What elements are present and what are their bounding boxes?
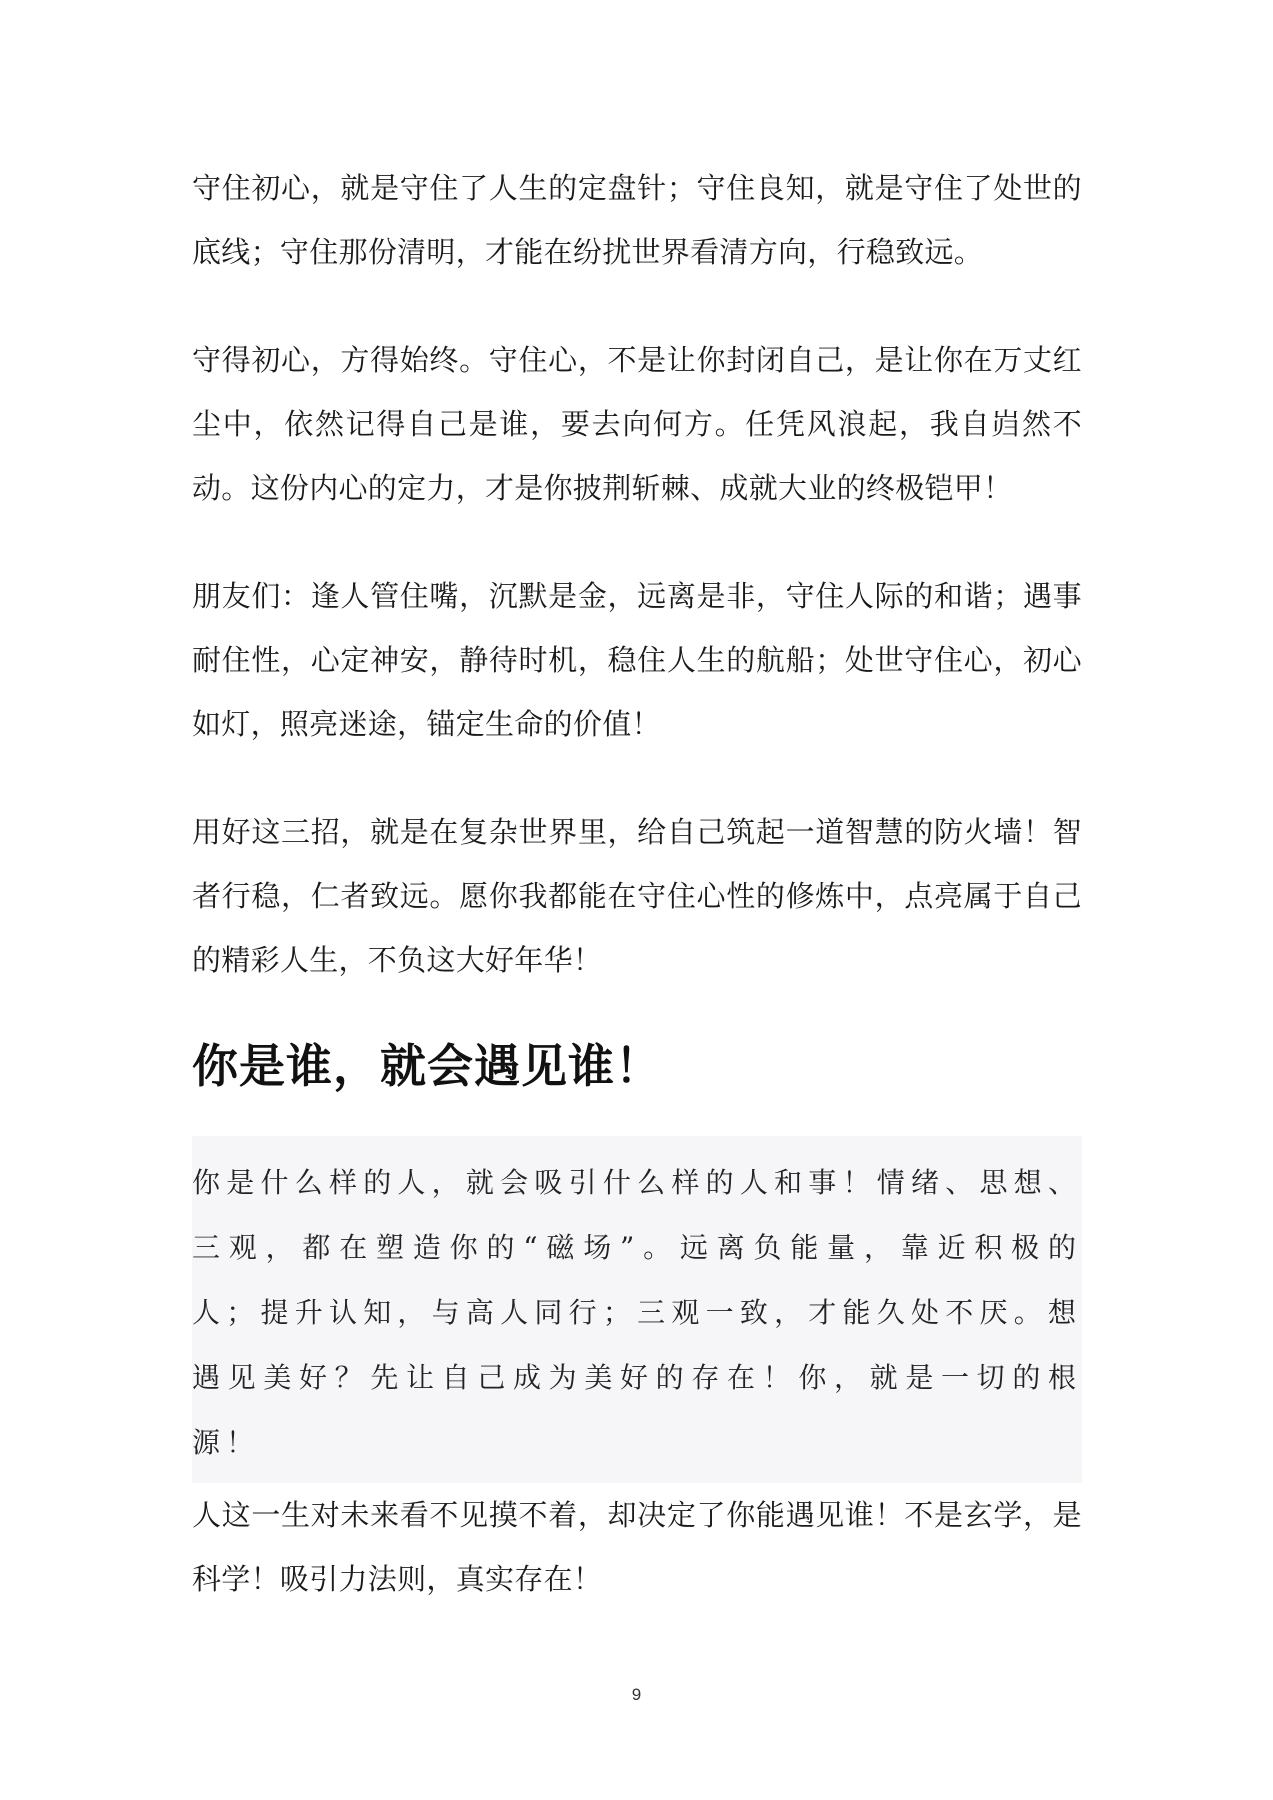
paragraph-friends-advice: 朋友们：逢人管住嘴，沉默是金，远离是非，守住人际的和谐；遇事耐住性，心定神安，静待时机，稳住人生的航船；处世守住心，初心如灯，照亮迷途，锚定生命的价值！ [192,579,1082,741]
section-heading: 你是谁，就会遇见谁！ [192,1039,662,1093]
paragraph-three-tips: 用好这三招，就是在复杂世界里，给自己筑起一道智慧的防火墙！智者行稳，仁者致远。愿你我都能在守住心性的修炼中，点亮属于自己的精彩人生，不负这大好年华！ [192,815,1082,977]
paragraph-attraction-law: 人这一生对未来看不见摸不着，却决定了你能遇见谁！不是玄学，是科学！吸引力法则，真实存在！ [192,1498,1082,1596]
page-content [192,156,1082,1655]
paragraph-keep-original-heart: 守住初心，就是守住了人生的定盘针；守住良知，就是守住了处世的底线；守住那份清明，才能在纷扰世界看清方向，行稳致远。 [192,171,1082,269]
paragraph-inner-strength: 守得初心，方得始终。守住心，不是让你封闭自己，是让你在万丈红尘中，依然记得自己是谁，要去向何方。任凭风浪起，我自岿然不动。这份内心的定力，才是你披荆斩棘、成就大业的终极铠甲！ [192,343,1082,505]
highlight-block [192,1136,1082,1483]
page-number: 9 [631,1685,642,1704]
highlight-text: 你是什么样的人，就会吸引什么样的人和事！情绪、思想、三观，都在塑造你的“磁场”。远离负能量，靠近积极的人；提升认知，与高人同行；三观一致，才能久处不厌。想遇见美好？先让自己成为美好的存在！你，就是一切的根源！ [192,1166,1082,1459]
